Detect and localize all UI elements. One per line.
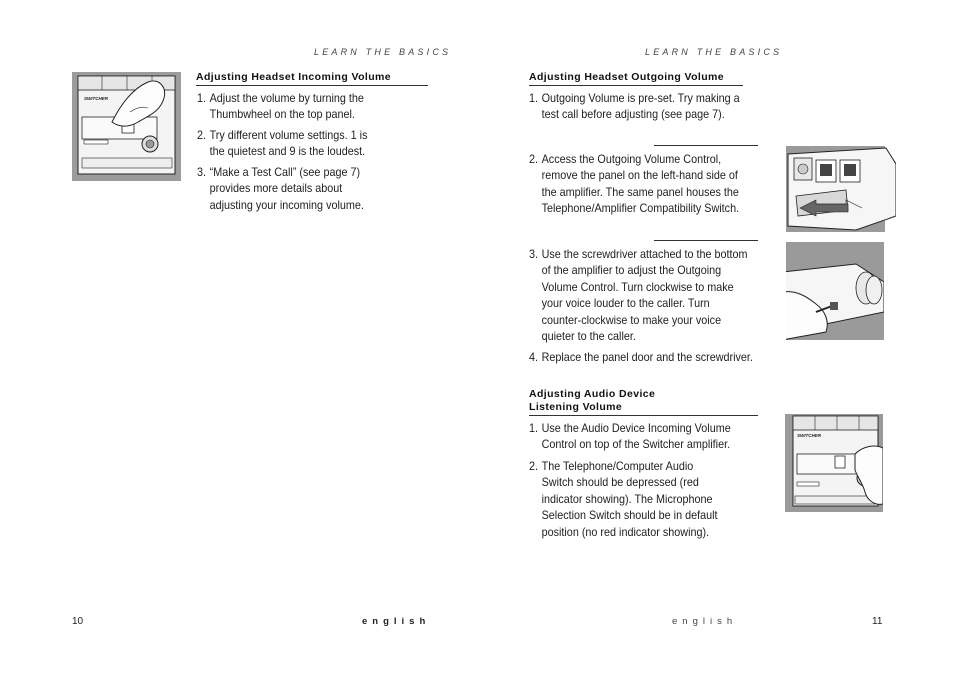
item-text: Access the Outgoing Volume Control, remove the panel on the left-hand side of the amplifier. The same panel houses the Telephone/Amplifier Compatibility Switch.: [541, 152, 740, 216]
item-text: Replace the panel door and the screwdriver.: [541, 350, 753, 364]
running-header-left: LEARN THE BASICS: [314, 47, 452, 57]
section-heading-incoming: Adjusting Headset Incoming Volume: [196, 71, 392, 83]
item-number: 2.: [197, 128, 207, 142]
item-text: “Make a Test Call” (see page 7) provides more details about adjusting your incoming volume.: [209, 165, 364, 212]
item-text: Adjust the volume by turning the Thumbwheel on the top panel.: [209, 91, 364, 122]
panel-removal-illustration: [786, 146, 896, 232]
list-item: [529, 90, 750, 123]
footer-language-left: english: [362, 616, 431, 627]
list-item: [197, 164, 386, 213]
list-item: [197, 127, 377, 160]
item-text: The Telephone/Computer Audio Switch should be depressed (red indicator showing). The Microphone Selection Switch should be in default position (no red indicator showing).: [541, 459, 718, 539]
heading-rule: [529, 85, 743, 86]
running-header-right: LEARN THE BASICS: [645, 47, 783, 57]
switcher-logo: SWITCHER: [84, 96, 108, 101]
switcher-logo: SWITCHER: [797, 433, 821, 438]
item-number: 4.: [529, 350, 539, 364]
list-item: [529, 349, 763, 365]
list-item: [197, 90, 418, 123]
item-text: Use the Audio Device Incoming Volume Control on top of the Switcher amplifier.: [541, 421, 731, 452]
audio-volume-illustration: [785, 414, 883, 512]
item-number: 3.: [197, 165, 207, 179]
divider-rule: [654, 145, 758, 146]
heading-rule: [196, 85, 428, 86]
screwdriver-illustration: [786, 242, 884, 340]
item-number: 2.: [529, 152, 539, 166]
thumbwheel-illustration: [72, 72, 181, 181]
item-number: 1.: [529, 91, 539, 105]
list-item: [529, 420, 750, 453]
section-heading-audio-line2: Listening Volume: [529, 401, 623, 413]
item-text: Use the screwdriver attached to the bottom of the amplifier to adjust the Outgoing Volume Control. Turn clockwise to make your voice louder to the caller. Turn counter-clockwise to make your voice quieter to the caller.: [541, 247, 748, 344]
list-item: [529, 458, 723, 540]
page-number-left: 10: [72, 616, 84, 627]
list-item: [529, 151, 750, 217]
page-number-right: 11: [872, 616, 883, 627]
section-heading-audio-line1: Adjusting Audio Device: [529, 388, 656, 400]
section-heading-outgoing: Adjusting Headset Outgoing Volume: [529, 71, 725, 83]
item-number: 3.: [529, 247, 539, 261]
item-number: 1.: [529, 421, 539, 435]
heading-rule: [529, 415, 758, 416]
item-text: Try different volume settings. 1 is the quietest and 9 is the loudest.: [209, 128, 368, 159]
divider-rule: [654, 240, 758, 241]
item-text: Outgoing Volume is pre-set. Try making a test call before adjusting (see page 7).: [541, 91, 740, 122]
footer-language-right: english: [672, 616, 738, 627]
item-number: 1.: [197, 91, 207, 105]
item-number: 2.: [529, 459, 539, 473]
list-item: [529, 246, 750, 344]
